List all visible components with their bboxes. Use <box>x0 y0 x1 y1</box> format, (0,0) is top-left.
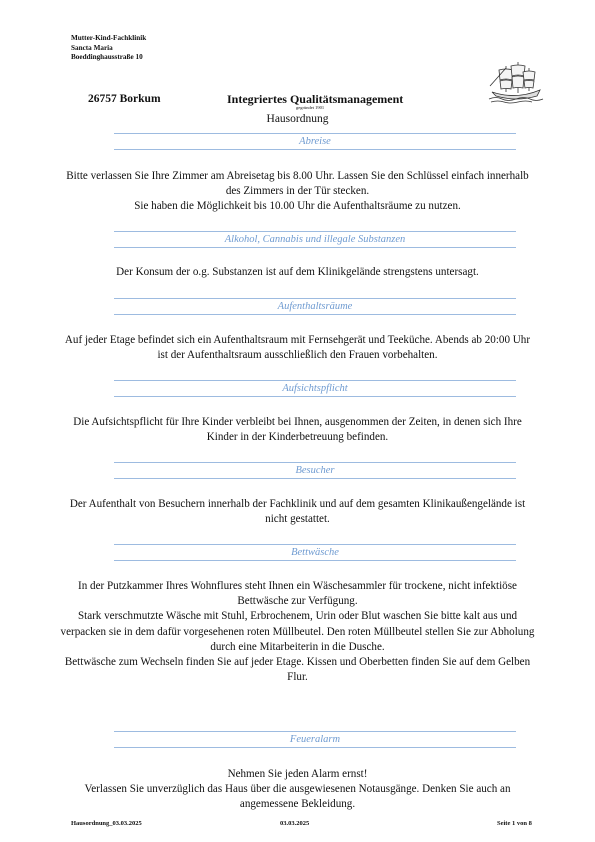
city-label: 26757 Borkum <box>88 93 161 105</box>
divider <box>114 149 516 150</box>
document-title: Integriertes Qualitätsmanagement <box>227 92 404 106</box>
section-heading-besucher <box>114 462 516 479</box>
divider <box>114 560 516 561</box>
text-line: Stark verschmutzte Wäsche mit Stuhl, Erbrochenem, Urin oder Blut waschen Sie bitte kalt aus und verpacken sie in dem dafür vorgesehenen roten Müllbeutel. Den roten Müllbeutel stellen Sie zur Abholung durch eine Mitarbeiterin in die Dusche. <box>60 610 535 653</box>
divider <box>114 396 516 397</box>
footer-doc-name: Hausordnung_03.03.2025 <box>71 820 142 827</box>
section-text-feueralarm <box>60 767 535 813</box>
section-title: Feueralarm <box>289 734 341 745</box>
section-text-bettwaesche <box>60 579 535 685</box>
text-line: Bettwäsche zum Wechseln finden Sie auf jeder Etage. Kissen und Oberbetten finden Sie auf dem Gelben Flur. <box>64 656 531 684</box>
text-line: Auf jeder Etage befindet sich ein Aufenthaltsraum mit Fernsehgerät und Teeküche. Abends ab 20:00 Uhr ist der Aufenthaltsraum ausschließlich den Frauen vorbehalten. <box>64 334 531 362</box>
clinic-address <box>71 34 146 63</box>
section-text-besucher <box>60 497 535 527</box>
section-title: Bettwäsche <box>291 547 339 558</box>
section-title: Aufsichtspflicht <box>282 383 348 394</box>
text-line: Sie haben die Möglichkeit bis 10.00 Uhr die Aufenthaltsräume zu nutzen. <box>134 200 461 213</box>
section-heading-alkohol <box>114 231 516 248</box>
section-title: Abreise <box>299 136 331 147</box>
section-heading-abreise <box>114 133 516 150</box>
section-text-aufsichtspflicht <box>60 415 535 445</box>
section-heading-feueralarm <box>114 731 516 748</box>
text-line: Die Aufsichtspflicht für Ihre Kinder verbleibt bei Ihnen, ausgenommen der Zeiten, in denen sich Ihre Kinder in der Kinderbetreuung befinden. <box>73 416 522 444</box>
ship-icon <box>488 58 544 104</box>
text-line: Bitte verlassen Sie Ihre Zimmer am Abreisetag bis 8.00 Uhr. Lassen Sie den Schlüssel einfach innerhalb des Zimmers in der Tür stecken. <box>66 170 529 198</box>
divider <box>114 247 516 248</box>
document-subtitle: Hausordnung <box>266 113 329 125</box>
text-line: In der Putzkammer Ihres Wohnflures steht Ihnen ein Wäschesammler für trockene, nicht infektiöse Bettwäsche zur Verfügung. <box>78 580 517 608</box>
address-line: Sancta Maria <box>71 43 113 52</box>
section-title: Aufenthaltsräume <box>277 301 353 312</box>
divider <box>114 478 516 479</box>
text-line: Der Konsum der o.g. Substanzen ist auf dem Klinikgelände strengstens untersagt. <box>116 266 479 278</box>
founded-note: gegründet 1901 <box>296 105 325 110</box>
address-line: Boeddinghausstraße 10 <box>71 53 143 62</box>
section-heading-aufenthaltsraeume <box>114 298 516 315</box>
divider <box>114 314 516 315</box>
section-title: Alkohol, Cannabis und illegale Substanzen <box>224 234 406 245</box>
section-text-abreise <box>60 169 535 215</box>
section-heading-bettwaesche <box>114 544 516 561</box>
divider <box>114 747 516 748</box>
section-heading-aufsichtspflicht <box>114 380 516 397</box>
footer-date: 03.03.2025 <box>280 820 310 827</box>
section-title: Besucher <box>295 465 335 476</box>
section-text-alkohol <box>60 265 535 280</box>
text-line: Verlassen Sie unverzüglich das Haus über die ausgewiesenen Notausgänge. Denken Sie auch an angemessene Bekleidung. <box>84 783 511 811</box>
footer-page-number: Seite 1 von 8 <box>497 820 532 827</box>
section-text-aufenthaltsraeume <box>60 333 535 363</box>
text-line: Der Aufenthalt von Besuchern innerhalb der Fachklinik und auf dem gesamten Klinikaußengelände ist nicht gestattet. <box>69 498 526 526</box>
address-line: Mutter-Kind-Fachklinik <box>71 34 147 42</box>
text-line: Nehmen Sie jeden Alarm ernst! <box>227 768 368 780</box>
